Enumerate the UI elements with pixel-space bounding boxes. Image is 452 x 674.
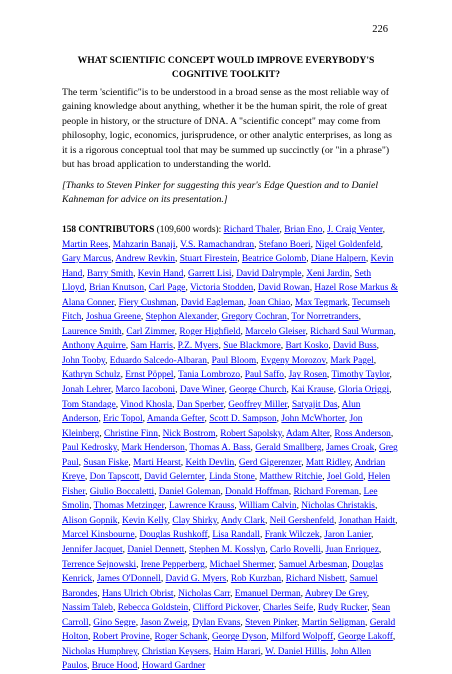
contributor-link[interactable]: Nick Bostrom — [162, 428, 216, 439]
contributor-link[interactable]: Emanuel Derman — [234, 588, 301, 599]
contributor-link[interactable]: Amanda Gefter — [146, 414, 205, 425]
contributors-word-count: (109,600 words): — [154, 225, 224, 235]
contributor-link[interactable]: Stephon Alexander — [145, 312, 217, 323]
intro-paragraph: The term 'scientific"is to be understood in a broad sense as the most reliable way of gaining knowledge about anything, whether it be the human spirit, the role of great people in history, or the structure of DNA. A "scientific concept" may come from philosophy, logic, economics, jurisprudence, or other analytic enterprises, as long as it is a rigorous conceptual tool that may be summed up succinctly (or "in a phrase") but has broad application to understanding the world. — [62, 87, 392, 171]
contributor-link[interactable]: John McWhorter — [281, 414, 345, 425]
contributor-link[interactable]: Andrian Kreye — [62, 457, 386, 483]
contributor-link[interactable]: Kevin Kelly — [122, 515, 168, 526]
contributor-link[interactable]: Stuart Firestein — [179, 254, 238, 265]
contributor-link[interactable]: Stephen M. Kosslyn — [189, 545, 266, 556]
contributor-link[interactable]: Paul Saffo — [244, 370, 284, 381]
contributor-link[interactable]: Douglas Rushkoff — [139, 530, 208, 541]
contributor-link[interactable]: William Calvin — [238, 501, 297, 512]
contributor-link[interactable]: Greg Paul — [62, 443, 398, 468]
contributor-link[interactable]: Satyajit Das — [291, 399, 338, 410]
contributor-link[interactable]: Bruce Hood — [91, 661, 138, 672]
contributor-link[interactable]: James Croak — [326, 443, 375, 454]
contributor-link[interactable]: Clifford Pickover — [192, 603, 259, 614]
contributor-link[interactable]: W. Daniel Hillis — [265, 646, 326, 657]
contributor-link[interactable]: John Tooby — [62, 355, 106, 366]
contributor-link[interactable]: Mark Pagel — [330, 355, 374, 366]
contributor-link[interactable]: Mahzarin Banaji — [112, 239, 176, 250]
contributor-link[interactable]: Neil Gershenfeld — [269, 515, 334, 526]
contributor-link[interactable]: Richard Foreman — [293, 486, 359, 497]
contributor-link[interactable]: Howard Gardner — [141, 661, 206, 672]
contributor-link[interactable]: Daniel Dennett — [127, 545, 185, 556]
contributor-link[interactable]: Gregory Cochran — [221, 312, 287, 323]
contributor-link[interactable]: Roger Schank — [154, 632, 208, 643]
contributor-link[interactable]: Tania Lombrozo — [178, 370, 241, 381]
contributor-link[interactable]: Xeni Jardin — [306, 268, 350, 279]
contributor-link[interactable]: Bart Kosko — [285, 341, 329, 352]
contributor-link[interactable]: Martin Seligman — [301, 617, 366, 628]
contributor-link[interactable]: Keith Devlin — [185, 457, 235, 468]
contributor-link[interactable]: Frank Wilczek — [264, 530, 320, 541]
contributor-link[interactable]: Nicholas Carr — [178, 588, 231, 599]
contributor-link[interactable]: George Dyson — [212, 632, 267, 643]
contributor-link[interactable]: Michael Shermer — [209, 559, 275, 570]
contributor-link[interactable]: Marti Hearst — [133, 457, 181, 468]
contributor-link[interactable]: Vinod Khosla — [120, 399, 173, 410]
contributor-link[interactable]: Ernst Pöppel — [125, 370, 174, 381]
contributor-link[interactable]: Clay Shirky — [172, 515, 217, 526]
contributor-link[interactable]: Christine Finn — [104, 428, 158, 439]
contributor-link[interactable]: Kevin Hand — [137, 268, 184, 279]
contributor-link[interactable]: Stefano Boeri — [258, 239, 311, 250]
contributor-link[interactable]: Timothy Taylor — [331, 370, 390, 381]
contributor-link[interactable]: Paul Kedrosky — [62, 443, 117, 454]
contributor-link[interactable]: Hans Ulrich Obrist — [102, 588, 174, 599]
contributor-link[interactable]: Nassim Taleb — [62, 603, 113, 614]
contributor-link[interactable]: Jaron Lanier — [324, 530, 372, 541]
contributor-link[interactable]: Thomas Metzinger — [93, 501, 165, 512]
contributor-link[interactable]: Tecumseh Fitch — [62, 297, 390, 323]
contributor-link[interactable]: Seth Lloyd — [62, 268, 372, 294]
contributor-link[interactable]: Haim Harari — [213, 646, 261, 657]
contributor-link[interactable]: Andrew Revkin — [115, 254, 175, 265]
contributor-link[interactable]: Marcel Kinsbourne — [62, 530, 135, 541]
contributor-link[interactable]: Marcelo Gleiser — [245, 326, 306, 337]
contributor-link[interactable]: Tor Norretranders — [291, 312, 359, 323]
contributor-link[interactable]: Dave Winer — [179, 385, 225, 396]
contributor-link[interactable]: Christian Keysers — [141, 646, 209, 657]
contributor-link[interactable]: Jason Zweig — [140, 617, 188, 628]
contributors-paragraph: 158 CONTRIBUTORS (109,600 words): Richard Thaler, Brian Eno, J. Craig Venter, Martin Rees, Mahzarin Banaji, V.S. Ramachandran, Stefano Boeri, Nigel Goldenfeld, Gary Marcus, Andrew Revkin, Stuart Firestein, Beatrice Golomb, Diane Halpern, Kevin Hand, Barry Smith, Kevin Hand, Garrett Lisi, David Dalrymple, Xeni Jardin, Seth Lloyd, Brian Knutson, Carl Page, Victoria Stodden, David Rowan, Hazel Rose Markus & Alana Conner, Fiery Cushman, David Eagleman, Joan Chiao, Max Tegmark, Tecumseh Fitch, Joshua Greene, Stephon Alexander, Gregory Cochran, Tor Norretranders, Laurence Smith, Carl Zimmer, Roger Highfield, Marcelo Gleiser, Richard Saul Wurman, Anthony Aguirre, Sam Harris, P.Z. Myers, Sue Blackmore, Bart Kosko, David Buss, John Tooby, Eduardo Salcedo-Albaran, Paul Bloom, Evgeny Morozov, Mark Pagel, Kathryn Schulz, Ernst Pöppel, Tania Lombrozo, Paul Saffo, Jay Rosen, Timothy Taylor, Jonah Lehrer, Marco Iacoboni, Dave Winer, George Church, Kai Krause, Gloria Origgi, Tom Standage, Vinod Khosla, Dan Sperber, Geoffrey Miller, Satyajit Das, Alun Anderson, Eric Topol, Amanda Gefter, Scott D. Sampson, John McWhorter, Jon Kleinberg, Christine Finn, Nick Bostrom, Robert Sapolsky, Adam Alter, Ross Anderson, Paul Kedrosky, Mark Henderson, Thomas A. Bass, Gerald Smallberg, James Croak, Greg Paul, Susan Fiske, Marti Hearst, Keith Devlin, Gerd Gigerenzer, Matt Ridley, Andrian Kreye, Don Tapscott, David Gelernter, Linda Stone, Matthew Ritchie, Joel Gold, Helen Fisher, Giulio Boccaletti, Daniel Goleman, Donald Hoffman, Richard Foreman, Lee Smolin, Thomas Metzinger, Lawrence Krauss, William Calvin, Nicholas Christakis, Alison Gopnik, Kevin Kelly, Clay Shirky, Andy Clark, Neil Gershenfeld, Jonathan Haidt, Marcel Kinsbourne, Douglas Rushkoff, Lisa Randall, Frank Wilczek, Jaron Lanier, Jennifer Jacquet, Daniel Dennett, Stephen M. Kosslyn, Carlo Rovelli, Juan Enriquez, Terrence Sejnowski, Irene Pepperberg, Michael Shermer, Samuel Arbesman, Douglas Kenrick, James O'Donnell, David G. Myers, Rob Kurzban, Richard Nisbett, Samuel Barondes, Hans Ulrich Obrist, Nicholas Carr, Emanuel Derman, Aubrey De Grey, Nassim Taleb, Rebecca Goldstein, Clifford Pickover, Charles Seife, Rudy Rucker, Sean Carroll, Gino Segre, Jason Zweig, Dylan Evans, Steven Pinker, Martin Seligman, Gerald Holton, Robert Provine, Roger Schank, George Dyson, Milford Wolpoff, George Lakoff, Nicholas Humphrey, Christian Keysers, Haim Harari, W. Daniel Hillis, John Allen Paulos, Bruce Hood, Howard Gardner — [62, 225, 398, 672]
contributor-link[interactable]: David Eagleman — [180, 297, 244, 308]
contributor-link[interactable]: Rudy Rucker — [317, 603, 368, 614]
contributor-link[interactable]: Richard Saul Wurman — [310, 326, 394, 337]
contributor-link[interactable]: Nicholas Christakis — [301, 501, 375, 512]
contributor-link[interactable]: Irene Pepperberg — [140, 559, 205, 570]
contributor-link[interactable]: Helen Fisher — [62, 472, 391, 497]
contributor-link[interactable]: Gerald Holton — [62, 617, 396, 643]
contributor-link[interactable]: Max Tegmark — [294, 297, 348, 308]
contributor-link[interactable]: Alun Anderson — [62, 399, 361, 425]
contributor-link[interactable]: Gino Segre — [93, 617, 136, 628]
contributor-link[interactable]: V.S. Ramachandran — [180, 239, 255, 250]
contributor-link[interactable]: Eric Topol — [103, 414, 143, 425]
contributor-link[interactable]: Linda Stone — [209, 472, 255, 483]
contributor-link[interactable]: David G. Myers — [165, 574, 227, 585]
contributor-link[interactable]: Nicholas Humphrey — [62, 646, 138, 657]
page-title-line-2: COGNITIVE TOOLKIT? — [171, 69, 281, 80]
contributor-link[interactable]: Adam Alter — [286, 428, 330, 439]
contributor-link[interactable]: Richard Thaler — [223, 225, 280, 235]
contributor-link[interactable]: Victoria Stodden — [189, 283, 254, 294]
contributor-link[interactable]: Carl Page — [148, 283, 186, 294]
contributor-link[interactable]: Nigel Goldenfeld — [315, 239, 381, 250]
contributor-link[interactable]: Susan Fiske — [83, 457, 129, 468]
contributor-link[interactable]: Fiery Cushman — [118, 297, 177, 308]
contributor-link[interactable]: Jonah Lehrer — [62, 385, 111, 396]
contributor-link[interactable]: Mark Henderson — [121, 443, 185, 454]
contributor-link[interactable]: Robert Provine — [92, 632, 150, 643]
contributor-link[interactable]: John Allen Paulos — [62, 646, 372, 672]
contributor-link[interactable]: James O'Donnell — [96, 574, 161, 585]
contributor-link[interactable]: Garrett Lisi — [188, 268, 232, 279]
contributor-link[interactable]: Andy Clark — [220, 515, 265, 526]
contributor-link[interactable]: Joel Gold — [326, 472, 364, 483]
contributor-link[interactable]: George Church — [229, 385, 287, 396]
contributor-link[interactable]: Aubrey De Grey — [304, 588, 367, 599]
contributor-link[interactable]: Don Tapscott — [89, 472, 140, 483]
contributor-link[interactable]: Ross Anderson — [334, 428, 391, 439]
page-number: 226 — [372, 24, 388, 35]
contributor-link[interactable]: Sean Carroll — [62, 603, 391, 628]
contributor-link[interactable]: Gerald Smallberg — [255, 443, 322, 454]
contributor-link[interactable]: David Buss — [333, 341, 377, 352]
contributor-link[interactable]: Eduardo Salcedo-Albaran — [109, 355, 207, 366]
contributor-link[interactable]: Richard Nisbett — [285, 574, 345, 585]
thanks-note: [Thanks to Steven Pinker for suggesting this year's Edge Question and to Daniel Kahneman for advice on its presentation.] — [62, 180, 379, 206]
contributor-link[interactable]: Jon Kleinberg — [62, 414, 363, 439]
contributor-link[interactable]: Gerd Gigerenzer — [238, 457, 302, 468]
contributor-link[interactable]: Sam Harris — [130, 341, 173, 352]
contributor-link[interactable]: Gary Marcus — [62, 254, 112, 265]
contributor-link[interactable]: Samuel Barondes — [62, 574, 378, 599]
contributor-link[interactable]: Carl Zimmer — [126, 326, 175, 337]
contributor-link[interactable]: Milford Wolpoff — [270, 632, 334, 643]
contributor-link[interactable]: Gloria Origgi — [338, 385, 390, 396]
contributor-link[interactable]: Thomas A. Bass — [189, 443, 251, 454]
contributor-link[interactable]: Laurence Smith — [62, 326, 122, 337]
contributor-link[interactable]: Kathryn Schulz — [62, 370, 121, 381]
contributor-link[interactable]: Matt Ridley — [305, 457, 351, 468]
contributors-heading: 158 CONTRIBUTORS — [62, 225, 155, 235]
contributor-link[interactable]: Barry Smith — [87, 268, 134, 279]
contributor-link[interactable]: Kevin Hand — [62, 254, 394, 279]
contributor-link[interactable]: David Gelernter — [144, 472, 205, 483]
contributor-link[interactable]: Jennifer Jacquet — [62, 545, 123, 556]
contributor-link[interactable]: Lawrence Krauss — [169, 501, 235, 512]
contributor-link[interactable]: Terrence Sejnowski — [62, 559, 137, 570]
contributor-link[interactable]: Lisa Randall — [212, 530, 260, 541]
contributor-link[interactable]: Dylan Evans — [192, 617, 241, 628]
contributor-link[interactable]: Brian Knutson — [89, 283, 145, 294]
contributor-link[interactable]: Joan Chiao — [248, 297, 291, 308]
contributor-link[interactable]: Rob Kurzban — [230, 574, 282, 585]
contributor-link[interactable]: Anthony Aguirre — [62, 341, 126, 352]
contributor-link[interactable]: Steven Pinker — [245, 617, 298, 628]
contributor-link[interactable]: Evgeny Morozov — [260, 355, 326, 366]
contributor-link[interactable]: Marco Iacoboni — [115, 385, 176, 396]
contributor-link[interactable]: Scott D. Sampson — [209, 414, 277, 425]
contributor-link[interactable]: Robert Sapolsky — [220, 428, 282, 439]
contributor-link[interactable]: Joshua Greene — [85, 312, 141, 323]
contributor-link[interactable]: Hazel Rose Markus & Alana Conner — [62, 283, 398, 308]
contributor-link[interactable]: Dan Sperber — [176, 399, 224, 410]
contributor-link[interactable]: David Rowan — [257, 283, 310, 294]
contributor-link[interactable]: Jonathan Haidt — [338, 515, 396, 526]
contributor-link[interactable]: Douglas Kenrick — [62, 559, 384, 585]
contributor-link[interactable]: Matthew Ritchie — [259, 472, 323, 483]
contributor-link[interactable]: Geoffrey Miller — [228, 399, 288, 410]
contributor-link[interactable]: Giulio Boccaletti — [89, 486, 155, 497]
contributor-link[interactable]: Kai Krause — [291, 385, 334, 396]
contributor-link[interactable]: Rebecca Goldstein — [117, 603, 189, 614]
contributor-link[interactable]: Roger Highfield — [179, 326, 241, 337]
contributor-link[interactable]: Jay Rosen — [288, 370, 327, 381]
contributor-link[interactable]: George Lakoff — [337, 632, 393, 643]
contributor-link[interactable]: Samuel Arbesman — [278, 559, 348, 570]
contributor-link[interactable]: J. Craig Venter — [327, 225, 383, 235]
contributor-link[interactable]: P.Z. Myers — [177, 341, 219, 352]
contributor-link[interactable]: Brian Eno — [284, 225, 323, 235]
contributor-link[interactable]: David Dalrymple — [236, 268, 302, 279]
contributor-link[interactable]: Juan Enriquez — [325, 545, 379, 556]
contributor-link[interactable]: Donald Hoffman — [225, 486, 289, 497]
contributor-link[interactable]: Martin Rees — [62, 239, 109, 250]
contributor-link[interactable]: Lee Smolin — [62, 486, 378, 512]
contributor-link[interactable]: Sue Blackmore — [223, 341, 281, 352]
contributor-link[interactable]: Carlo Rovelli — [270, 545, 321, 556]
contributor-link[interactable]: Tom Standage — [62, 399, 116, 410]
contributor-link[interactable]: Alison Gopnik — [62, 515, 118, 526]
contributor-link[interactable]: Beatrice Golomb — [241, 254, 307, 265]
contributor-link[interactable]: Daniel Goleman — [158, 486, 221, 497]
page-title-line-1: WHAT SCIENTIFIC CONCEPT WOULD IMPROVE EVERYBODY'S — [77, 55, 375, 66]
contributor-link[interactable]: Charles Seife — [262, 603, 314, 614]
contributor-link[interactable]: Paul Bloom — [211, 355, 257, 366]
contributor-link[interactable]: Diane Halpern — [310, 254, 366, 265]
page-title — [62, 54, 390, 82]
